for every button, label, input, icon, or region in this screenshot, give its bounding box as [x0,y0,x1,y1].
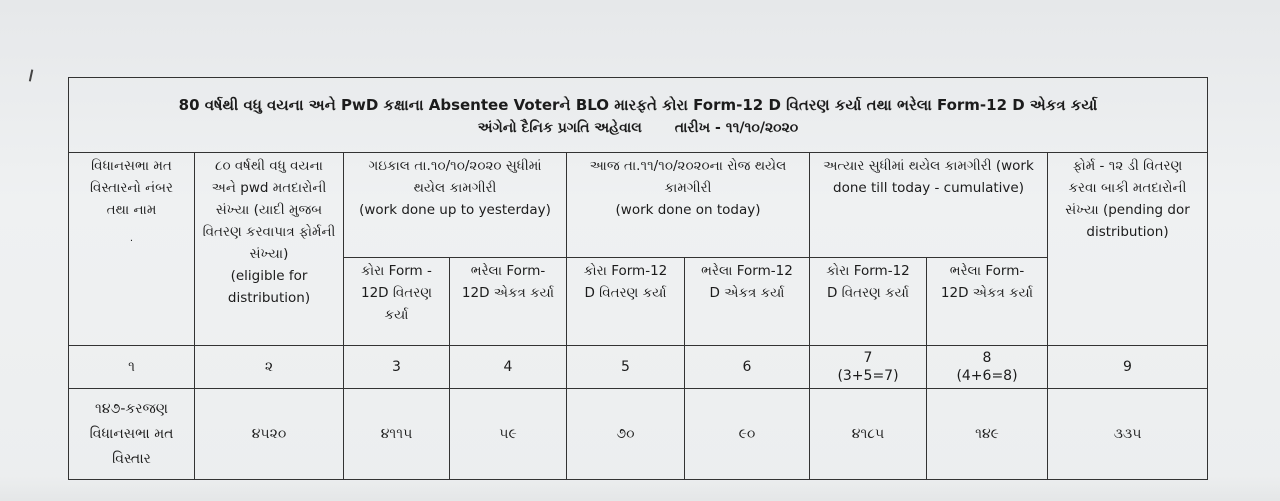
title-subject: અંગેનો દૈનિક પ્રગતિ અહેવાલ [477,120,642,136]
pen-mark [29,69,38,82]
report-title [69,78,1208,153]
header-work-yesterday: ગઇકાલ તા.૧૦/૧૦/૨૦૨૦ સુધીમાં થયેલ કામગીરી (work done up to yesterday) [344,153,567,258]
today-issued-count: ૭૦ [567,389,685,480]
yesterday-collected-count: ૫૯ [450,389,567,480]
column-number: ૧ [69,346,195,389]
table-row [69,389,1208,480]
yesterday-issued-count: ૪૧૧૫ [344,389,450,480]
column-number-row [69,346,1208,389]
header-work-cumulative: અત્યાર સુધીમાં થયેલ કામગીરી (work done till today - cumulative) [810,153,1048,258]
subheader-today-issued: કોરા Form-12 D વિતરણ કર્યા [567,258,685,346]
header-pending: ફોર્મ - ૧૨ ડી વિતરણ કરવા બાકી મતદારોની સંખ્યા (pending dor distribution) [1048,153,1208,346]
column-number: 9 [1048,346,1208,389]
eligible-count: ૪૫૨૦ [195,389,344,480]
column-number: 4 [450,346,567,389]
header-eligible-voters: ૮૦ વર્ષથી વધુ વયના અને pwd મતદારોની સંખ્યા (યાદી મુજબ વિતરણ કરવાપાત્ર ફોર્મની સંખ્યા) (eligible for distribution) [195,153,344,346]
column-number: 5 [567,346,685,389]
title-line1: 80 વર્ષથી વધુ વયના અને PwD કક્ષાના Absentee Voterને BLO મારફતે કોરા Form-12 D વિતરણ કર્યા તથા ભરેલા Form-12 D એકત્ર કર્યા [178,96,1098,114]
column-number: 3 [344,346,450,389]
progress-report-table [68,77,1208,480]
page-edge-shadow [0,475,1280,501]
today-collected-count: ૯૦ [685,389,810,480]
column-number: ૨ [195,346,344,389]
column-number: 7 (3+5=7) [810,346,927,389]
header-constituency: વિધાનસભા મત વિસ્તારનો નંબર તથા નામ . [69,153,195,346]
column-number: 6 [685,346,810,389]
subheader-cumulative-issued: કોરા Form-12 D વિતરણ કર્યા [810,258,927,346]
pending-count: ૩૩૫ [1048,389,1208,480]
subheader-yesterday-issued: કોરા Form - 12D વિતરણ કર્યા [344,258,450,346]
cumulative-collected-count: ૧૪૯ [927,389,1048,480]
subheader-today-collected: ભરેલા Form-12 D એકત્ર કર્યા [685,258,810,346]
header-work-today: આજ તા.૧૧/૧૦/૨૦૨૦ના રોજ થયેલ કામગીરી (work done on today) [567,153,810,258]
column-number: 8 (4+6=8) [927,346,1048,389]
title-line2 [73,117,1203,139]
subheader-yesterday-collected: ભરેલા Form- 12D એકત્ર કર્યા [450,258,567,346]
report-date: તારીખ - ૧૧/૧૦/૨૦૨૦ [674,120,799,136]
constituency-name: ૧૪૭-કરજણ વિધાનસભા મત વિસ્તાર [69,389,195,480]
cumulative-issued-count: ૪૧૮૫ [810,389,927,480]
subheader-cumulative-collected: ભરેલા Form- 12D એકત્ર કર્યા [927,258,1048,346]
